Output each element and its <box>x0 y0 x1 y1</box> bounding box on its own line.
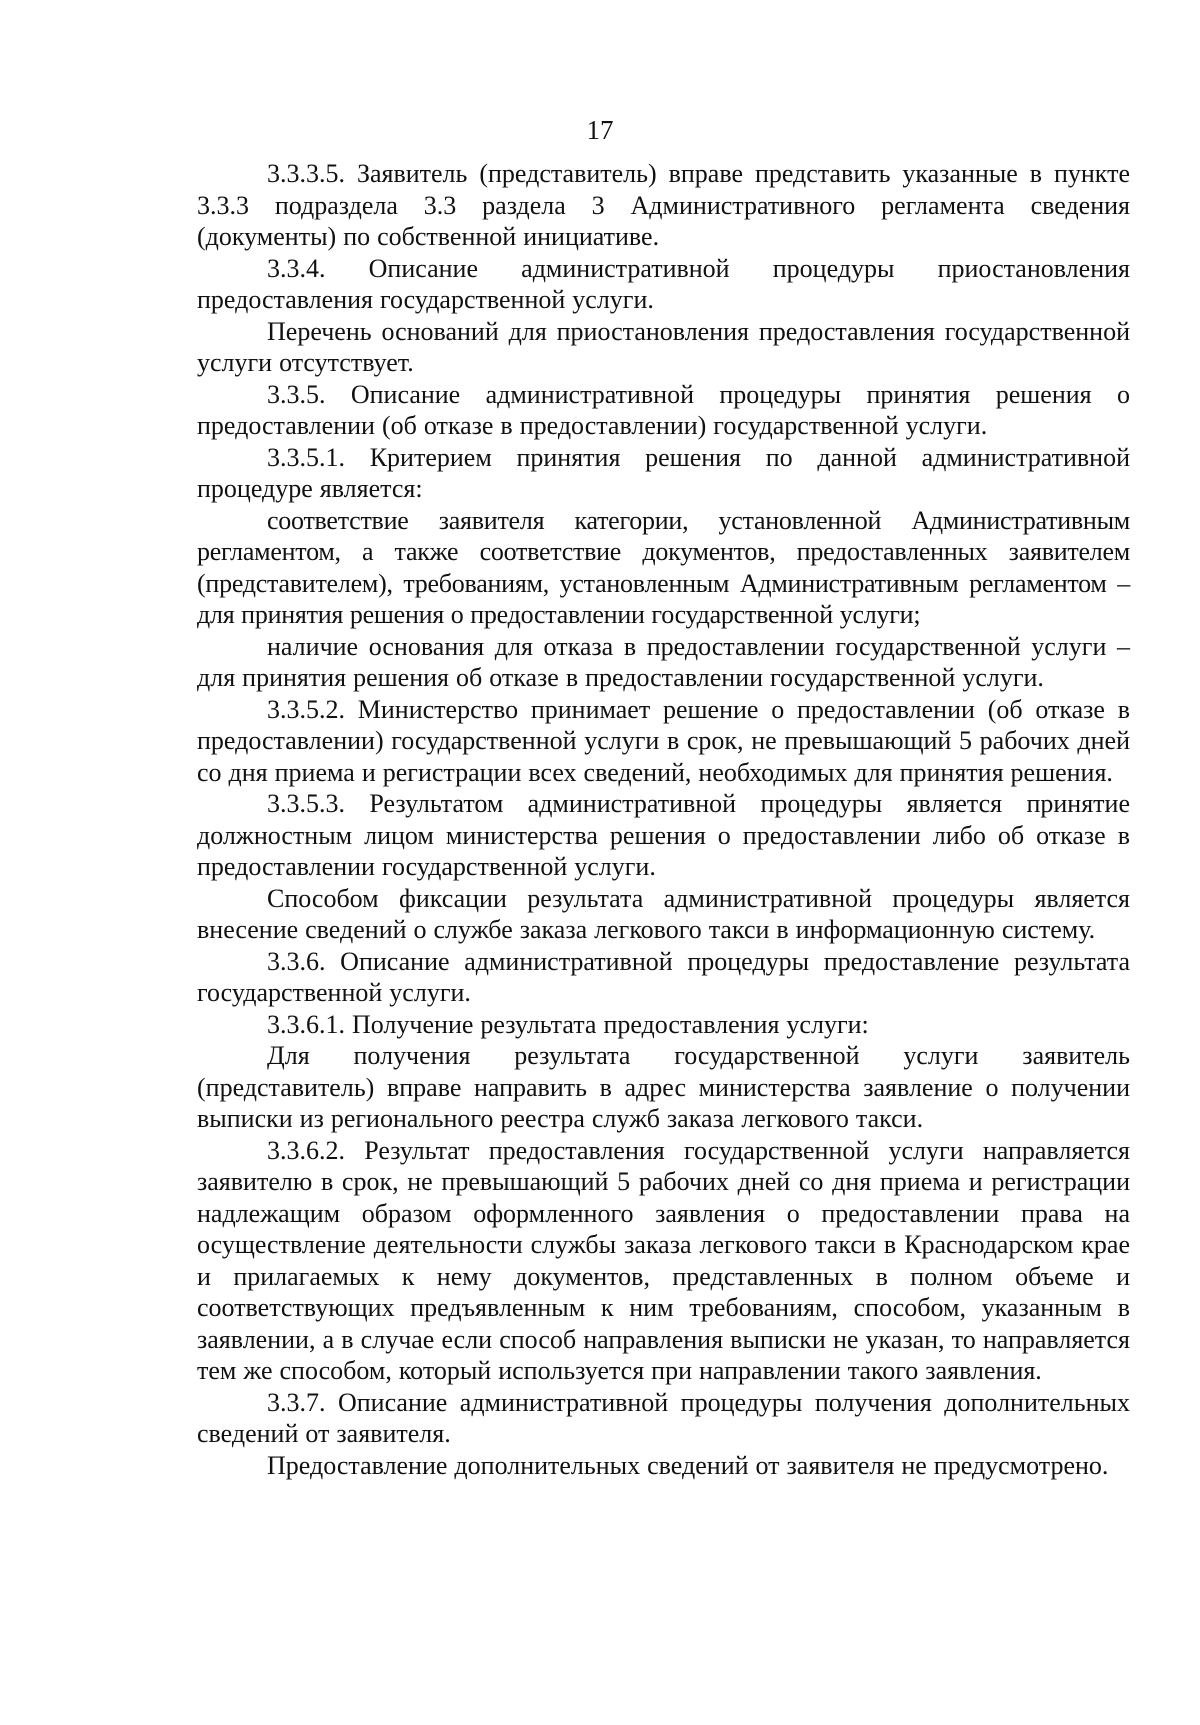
paragraph-3-3-3-5: 3.3.3.5. Заявитель (представитель) вправе представить указанные в пункте 3.3.3 подраздела 3.3 раздела 3 Административного регламента сведения (документы) по собственной инициативе. <box>197 159 1130 251</box>
paragraph-3-3-6-2: 3.3.6.2. Результат предоставления государственной услуги направляется заявителю в срок, не превышающий 5 рабочих дней со дня приема и регистрации надлежащим образом оформленного заявления о предоставлении права на осуществление деятельности службы заказа легкового такси в Краснодарском крае и прилагаемых к нему документов, представленных в полном объеме и соответствующих предъявленным к ним требованиям, способом, указанным в заявлении, а в случае если способ направления выписки не указан, то направляется тем же способом, который используется при направлении такого заявления. <box>197 1135 1130 1385</box>
paragraph-3-3-5-2: 3.3.5.2. Министерство принимает решение о предоставлении (об отказе в предоставлении) государственной услуги в срок, не превышающий 5 рабочих дней со дня приема и регистрации всех сведений, необходимых для принятия решения. <box>197 694 1130 787</box>
document-body <box>197 158 1130 1481</box>
paragraph-suspension-grounds: Перечень оснований для приостановления предоставления государственной услуги отсутствует. <box>197 316 1130 377</box>
paragraph-3-3-7: 3.3.7. Описание административной процедуры получения дополнительных сведений от заявителя. <box>197 1387 1130 1448</box>
paragraph-3-3-5-1: 3.3.5.1. Критерием принятия решения по данной административной процедуре является: <box>197 442 1130 503</box>
page-number: 17 <box>586 115 614 145</box>
paragraph-additional-info: Предоставление дополнительных сведений от заявителя не предусмотрено. <box>267 1450 1109 1480</box>
paragraph-3-3-4: 3.3.4. Описание административной процедуры приостановления предоставления государственной услуги. <box>197 253 1130 314</box>
paragraph-fixation-method: Способом фиксации результата административной процедуры является внесение сведений о службе заказа легкового такси в информационную систему. <box>197 883 1130 944</box>
paragraph-criteria-refusal: наличие основания для отказа в предоставлении государственной услуги – для принятия решения об отказе в предоставлении государственной услуги. <box>197 631 1130 692</box>
paragraph-3-3-6-1: 3.3.6.1. Получение результата предоставления услуги: <box>267 1009 869 1039</box>
paragraph-3-3-5-3: 3.3.5.3. Результатом административной процедуры является принятие должностным лицом министерства решения о предоставлении либо об отказе в предоставлении государственной услуги. <box>197 789 1130 881</box>
paragraph-criteria-compliance: соответствие заявителя категории, установленной Административным регламентом, а также соответствие документов, предоставленных заявителем (представителем), требованиям, установленным Административным регламентом – для принятия решения о предоставлении государственной услуги; <box>197 505 1130 629</box>
paragraph-3-3-6: 3.3.6. Описание административной процедуры предоставление результата государственной услуги. <box>197 946 1130 1007</box>
paragraph-obtaining-result: Для получения результата государственной услуги заявитель (представитель) вправе направить в адрес министерства заявление о получении выписки из регионального реестра служб заказа легкового такси. <box>197 1041 1130 1133</box>
paragraph-3-3-5: 3.3.5. Описание административной процедуры принятия решения о предоставлении (об отказе в предоставлении) государственной услуги. <box>197 379 1130 440</box>
